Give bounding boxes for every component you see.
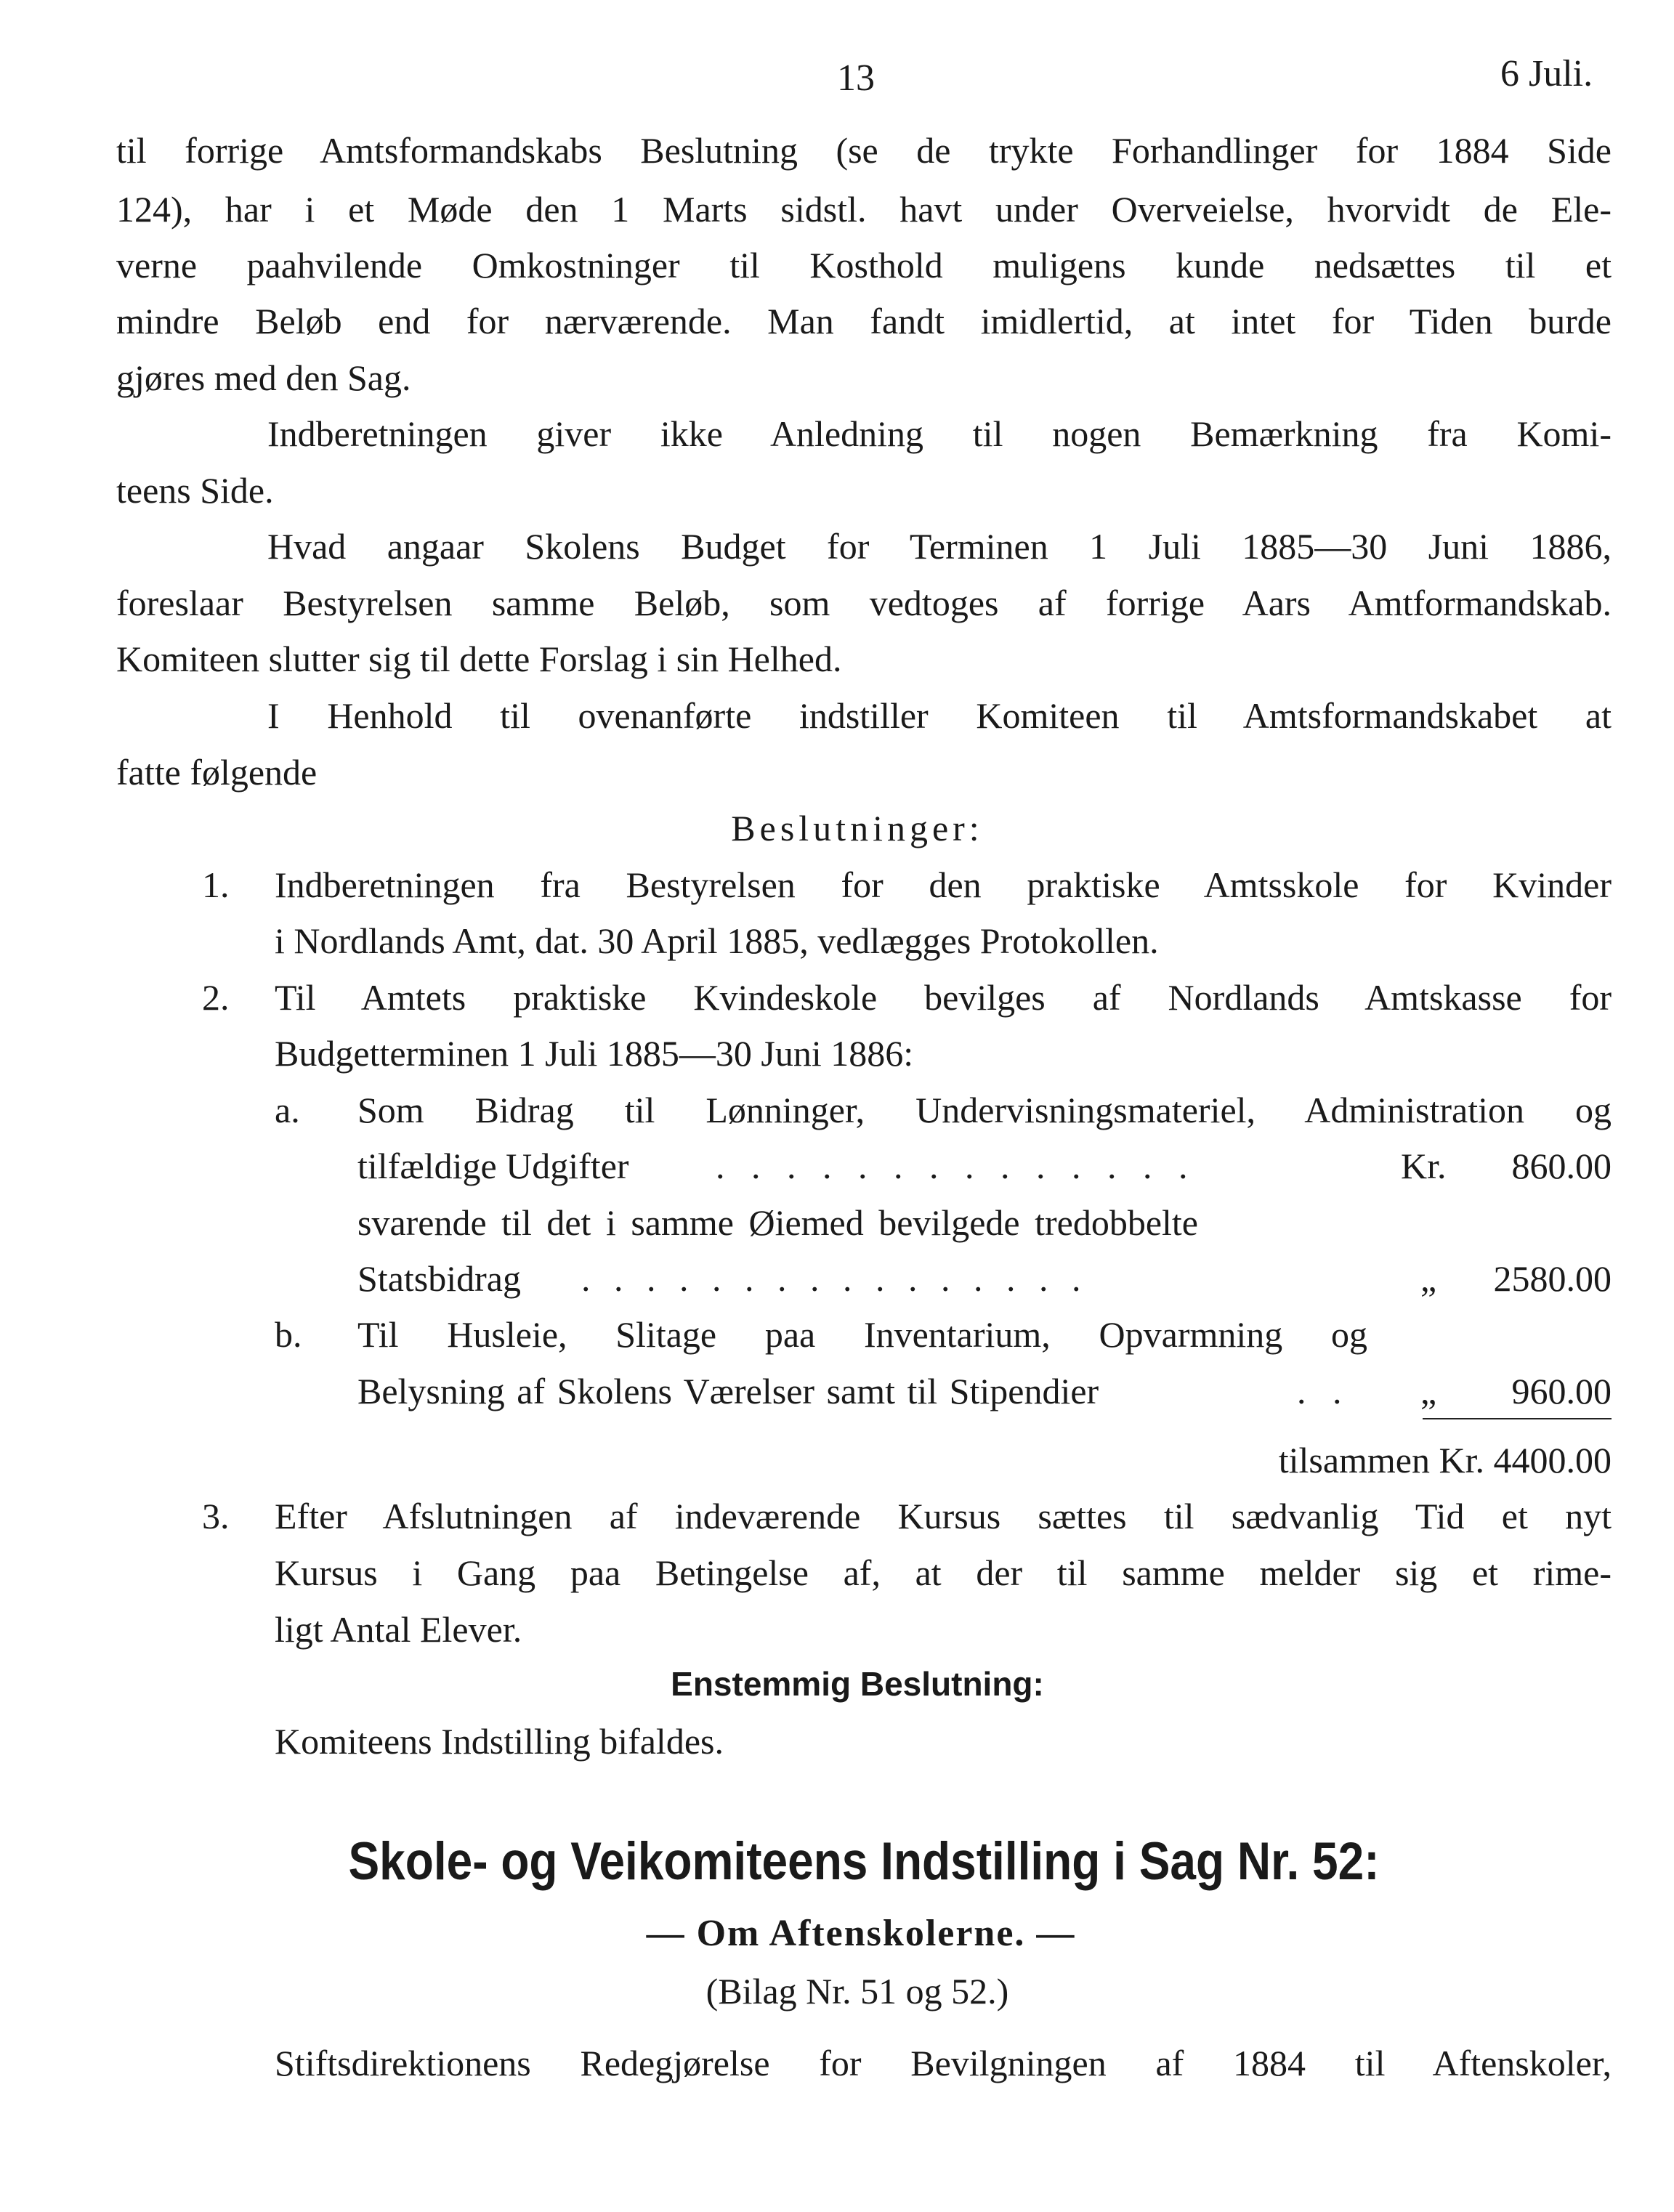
- resolutions-heading: Beslutninger:: [731, 808, 984, 848]
- para1-line-1: til forrige Amtsformandskabs Beslutning (se de trykte Forhandlinger for 1884 Side: [116, 130, 1612, 171]
- sub-b-amount-2: 960.00: [1511, 1371, 1612, 1411]
- sub-a-currency-4: „: [1420, 1258, 1437, 1299]
- page-date: 6 Juli.: [1500, 53, 1593, 94]
- item1-line-1: Indberetningen fra Bestyrelsen for den praktiske Amtsskole for Kvinder: [275, 864, 1612, 905]
- item2-line-2: Budgetterminen 1 Juli 1885—30 Juni 1886:: [275, 1033, 914, 1074]
- para2-line-2: teens Side.: [116, 470, 274, 511]
- sub-a-leader-2: . . . . . . . . . . . . . .: [716, 1146, 1197, 1186]
- para1-line-4: mindre Beløb end for nærværende. Man fandt imidlertid, at intet for Tiden burde: [116, 301, 1612, 341]
- para2-line-1: Indberetningen giver ikke Anledning til nogen Bemærkning fra Komi-: [267, 413, 1612, 454]
- para3-line-2: foreslaar Bestyrelsen samme Beløb, som vedtoges af forrige Aars Amtformandskab.: [116, 583, 1612, 623]
- section-attachment: (Bilag Nr. 51 og 52.): [705, 1971, 1009, 2012]
- item2-number: 2.: [202, 977, 230, 1018]
- resolution-heading: Enstemmig Beslutning:: [671, 1665, 1044, 1703]
- sub-b-line-1: Til Husleie, Slitage paa Inventarium, Opvarmning og: [357, 1314, 1367, 1355]
- item1-line-2: i Nordlands Amt, dat. 30 April 1885, vedlægges Protokollen.: [275, 920, 1159, 961]
- section-first-line: Stiftsdirektionens Redegjørelse for Bevilgningen af 1884 til Aftenskoler,: [275, 2043, 1612, 2083]
- section-subtitle: — Om Aftenskolerne. —: [646, 1913, 1076, 1954]
- para1-line-3: verne paahvilende Omkostninger til Kosthold muligens kunde nedsættes til et: [116, 245, 1612, 285]
- total-line: tilsammen Kr. 4400.00: [1278, 1440, 1612, 1480]
- sub-b-letter: b.: [275, 1314, 302, 1355]
- item3-line-1: Efter Afslutningen af indeværende Kursus sættes til sædvanlig Tid et nyt: [275, 1496, 1612, 1536]
- sub-a-line-1: Som Bidrag til Lønninger, Undervisningsmateriel, Administration og: [357, 1090, 1612, 1130]
- para1-line-2: 124), har i et Møde den 1 Marts sidstl. havt under Overveielse, hvorvidt de Ele-: [116, 189, 1612, 230]
- sub-a-leader-4: . . . . . . . . . . . . . . . .: [581, 1258, 1088, 1299]
- item2-line-1: Til Amtets praktiske Kvindeskole bevilges af Nordlands Amtskasse for: [275, 977, 1612, 1018]
- sub-a-amount-2: 860.00: [1511, 1146, 1612, 1186]
- para1-line-5: gjøres med den Sag.: [116, 357, 411, 398]
- sub-a-line-3: svarende til det i samme Øiemed bevilgede tredobbelte: [357, 1202, 1199, 1243]
- section-title: Skole- og Veikomiteens Indstilling i Sag Nr. 52:: [348, 1831, 1380, 1892]
- item3-number: 3.: [202, 1496, 230, 1536]
- item3-line-2: Kursus i Gang paa Betingelse af, at der til samme melder sig et rime-: [275, 1552, 1612, 1593]
- para4-line-2: fatte følgende: [116, 752, 318, 793]
- sub-a-amount-4: 2580.00: [1493, 1258, 1612, 1299]
- para3-line-1: Hvad angaar Skolens Budget for Terminen 1 Juli 1885—30 Juni 1886,: [267, 526, 1612, 567]
- sub-a-line-2: tilfældige Udgifter: [357, 1146, 629, 1186]
- para4-line-1: I Henhold til ovenanførte indstiller Komiteen til Amtsformandskabet at: [267, 695, 1612, 736]
- page-number: 13: [837, 57, 875, 99]
- resolution-text: Komiteens Indstilling bifaldes.: [275, 1721, 724, 1762]
- sub-b-currency-2: „: [1420, 1371, 1437, 1411]
- para3-line-3: Komiteen slutter sig til dette Forslag i sin Helhed.: [116, 639, 842, 679]
- item3-line-3: ligt Antal Elever.: [275, 1609, 522, 1650]
- sub-a-letter: a.: [275, 1090, 300, 1130]
- item1-number: 1.: [202, 864, 230, 905]
- sum-rule: [1423, 1418, 1612, 1419]
- sub-b-leader-2: . .: [1297, 1371, 1351, 1411]
- sub-b-line-2: Belysning af Skolens Værelser samt til Stipendier: [357, 1371, 1099, 1411]
- sub-a-currency-2: Kr.: [1401, 1146, 1447, 1186]
- sub-a-line-4: Statsbidrag: [357, 1258, 521, 1299]
